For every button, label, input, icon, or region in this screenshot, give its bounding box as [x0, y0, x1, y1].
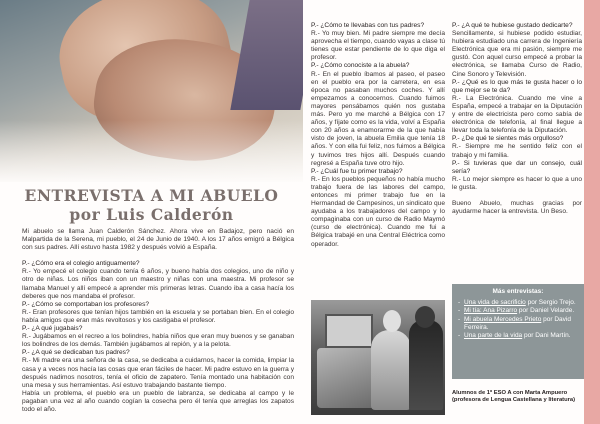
interview-author: por Daniel Velarde.	[517, 307, 575, 315]
answer: R.- Lo mejor siempre es hacer lo que a uno le gusta.	[452, 175, 582, 191]
article-title	[0, 186, 303, 224]
interview-author: por Dani Martín.	[522, 332, 571, 340]
article-author: por Luis Calderón	[69, 205, 234, 224]
more-interviews-box	[452, 284, 584, 379]
more-interviews-list	[458, 299, 578, 340]
article-title-line1: ENTREVISTA A MI ABUELO	[24, 186, 279, 205]
question: P.- ¿Cómo era el colegio antiguamente?	[22, 260, 140, 268]
answer: Sencillamente, si hubiese podido estudiar, hubiera estudiado una carrera de Ingeniería Electrónica que era mi pasión, siempre me gustó. Con aquel curso empecé a probar la electrónica, se llamaba Curso de Radio, Cine Sonoro y Televisión.	[452, 30, 582, 78]
interview-link[interactable]: Una vida de sacrificio	[464, 299, 526, 307]
answer: R.- En los pueblos pequeños no había mucho trabajo fuera de las labores del campo, entonces mi primer trabajo fue en la Hermandad de Campesinos, un sindicato que ayudaba a los trabajadores del campo y lo compaginaba con un curso de Radio Maymó (curso de electrónica). Cuando me fui a Bélgica trabajé en una Central Eléctrica como operador.	[311, 175, 445, 248]
interview-author: por David Ferreira.	[464, 315, 571, 331]
text-column-2	[311, 22, 445, 249]
question: P.- Si tuvieras que dar un consejo, cuál sería?	[452, 159, 582, 175]
question: P.- ¿Cómo conociste a la abuela?	[311, 62, 410, 70]
more-interviews-item	[458, 316, 578, 332]
answer: R.- Siempre me he sentido feliz con el trabajo y mi familia.	[452, 143, 582, 159]
text-column-1	[22, 228, 294, 414]
answer: R.- Mi madre era una señora de la casa, se dedicaba a cuidarnos, hacer la comida, limpiar la casa y a veces nos hacía las cosas que eran fáciles de hacer. Mi padre estuvo en la guerra y después nadimos nosotros, tenía el oficio de zapatero. Tenía montado una habitación con una mesa y sus herramientas. Así estuvo trabajando bastante tiempo.	[22, 357, 294, 389]
interview-link[interactable]: Una parte de la vida	[464, 332, 523, 340]
question: P.- ¿Cuál fue tu primer trabajo?	[311, 167, 403, 175]
answer: Había un problema, el pueblo era un pueblo de labranza, se dedicaba al campo y le pagaban una vez al año cuando cogían la cosecha pero él tenía que arreglas los zapatos todo el año.	[22, 389, 294, 413]
more-interviews-title: Más entrevistas:	[492, 288, 544, 295]
question: P.- ¿Cómo se comportaban los profesores?	[22, 300, 150, 308]
question: P.- ¿A qué te hubiese gustado dedicarte?	[452, 22, 573, 29]
answer: R.- Eran profesores que tenían hijos también en la escuela y se portaban bien. En el colegio había amigos que eran más revoltosos y los castigaba el profesor.	[22, 308, 294, 324]
question: P.- ¿De qué te sientes más orgulloso?	[452, 135, 564, 143]
interview-link[interactable]: Mi tía: Ana Pizarro	[464, 307, 518, 315]
question: P.- ¿A qué se dedicaban tus padres?	[22, 349, 130, 357]
answer: R.- En el pueblo íbamos al paseo, el paseo en el pueblo era por la carretera, en esa época no pasaban muchos coches. Y allí empezamos a conocernos. Cuando fuimos mayores pensábamos quién nos gustaba más. Pero yo me marché a Bélgica con 17 años, y fíjate como es la vida, volví a España con 20 años a enamorarme de la que había visto de joven, la abuela Emilia que tenía 18 años. Y con ella fui feliz, nos fuimos a Bélgica y tuvimos tres hijos allí. Después cuando regresé a España tuve otro hijo.	[311, 70, 445, 167]
more-interviews-item	[458, 307, 578, 315]
text-column-3	[452, 22, 582, 216]
answer: R.- Yo muy bien. Mi padre siempre me decía aprovecha el tiempo, cuando vayas a clase tú tienes que estar pendiente de lo que diga el profesor.	[311, 30, 445, 62]
workshop-photo	[311, 300, 445, 415]
answer: R.- Yo empecé el colegio cuando tenía 6 años, y bueno había dos colegios, uno de niño y otro de niñas. Los niños iban con un maestro y niñas con una maestra. Mi profesor se llamaba Manuel y allí empecé a aprender mis primeras letras. Cuando iba a casa hacía los deberes que nos mandaba el profesor.	[22, 268, 294, 300]
intro-paragraph: Mi abuelo se llama Juan Calderón Sánchez. Ahora vive en Badajoz, pero nació en Malpartida de la Serena, mi pueblo, el 24 de Junio de 1940. A los 17 años emigró a Bélgica con sus padres. Allí estuvo hasta 1982 y después volvió a España.	[22, 228, 294, 252]
question: P.- ¿A qué jugabais?	[22, 325, 83, 333]
more-interviews-item	[458, 332, 578, 340]
interview-author: por Sergio Trejo.	[525, 299, 576, 307]
closing-paragraph: Bueno Abuelo, muchas gracias por ayudarme hacer la entrevista. Un Beso.	[452, 199, 582, 216]
question: P.- ¿Cómo te llevabas con tus padres?	[311, 22, 425, 29]
decorative-stripe	[584, 0, 600, 424]
answer: R.- Jugábamos en el recreo a los bolindres, había niños que eran muy buenos y se ganaban los bolindres de los demás. También jugábamos al repión, y a la pelota.	[22, 333, 294, 349]
interview-link[interactable]: Mi abuela Mercedes Prieto	[464, 315, 542, 323]
question: P.- ¿Qué es lo que más te gusta hacer o lo que mejor se te da?	[452, 78, 582, 94]
more-interviews-item	[458, 299, 578, 307]
answer: R.- La Electrónica. Cuando me vine a España, empecé a trabajar en la Diputación y entre de electricista pero como sabía de electrónica de telefonía, al final llegue a llevar toda la telefonía de la Diputación.	[452, 94, 582, 135]
credits-footer: Alumnos de 1º ESO A con Marta Ampuero (profesora de Lengua Castellana y literatura)	[452, 390, 576, 404]
grandfather-hands-photo	[0, 0, 303, 182]
